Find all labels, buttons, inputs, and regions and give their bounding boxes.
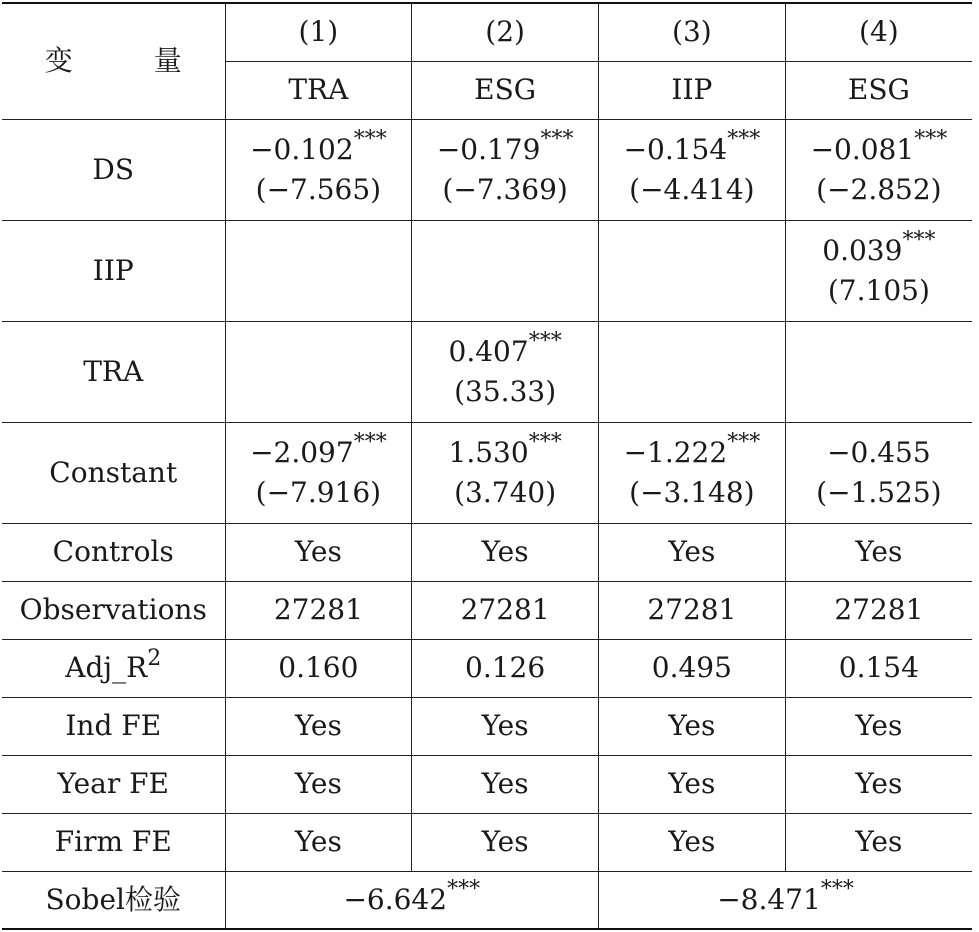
stars: *** <box>820 877 854 903</box>
variable-header <box>2 3 225 119</box>
adj-r2-cell-3: 0.495 <box>599 639 786 697</box>
row-ds <box>2 119 972 220</box>
row-label-iip: IIP <box>2 220 225 321</box>
stars: *** <box>353 127 387 153</box>
year-fe-cell-3: Yes <box>599 755 786 813</box>
stars: *** <box>528 329 562 355</box>
stars: *** <box>902 228 936 254</box>
t-stat: (−7.916) <box>255 475 382 509</box>
iip-cell-4 <box>785 220 972 321</box>
stars: *** <box>727 127 761 153</box>
constant-cell-3 <box>599 422 786 523</box>
row-sobel <box>2 871 972 929</box>
row-observations <box>2 581 972 639</box>
col-number-4: (4) <box>785 3 972 61</box>
row-firm-fe <box>2 813 972 871</box>
row-constant <box>2 422 972 523</box>
row-iip <box>2 220 972 321</box>
coef: −0.179 <box>436 132 541 166</box>
observations-cell-3: 27281 <box>599 581 786 639</box>
observations-cell-2: 27281 <box>412 581 599 639</box>
stars: *** <box>540 127 574 153</box>
adj-r2-cell-2: 0.126 <box>412 639 599 697</box>
sobel-left-value: −6.642 <box>343 882 448 916</box>
observations-cell-4: 27281 <box>785 581 972 639</box>
header-row-numbers <box>2 3 972 61</box>
row-label-firm-fe: Firm FE <box>2 813 225 871</box>
year-fe-cell-2: Yes <box>412 755 599 813</box>
tra-cell-2 <box>412 321 599 422</box>
sobel-cell-right <box>599 871 973 929</box>
controls-cell-1: Yes <box>225 523 412 581</box>
row-tra <box>2 321 972 422</box>
sobel-right-value: −8.471 <box>717 882 821 916</box>
stars: *** <box>447 877 481 903</box>
t-stat: (7.105) <box>827 273 930 307</box>
t-stat: (−4.414) <box>629 172 755 206</box>
row-year-fe <box>2 755 972 813</box>
col-number-2: (2) <box>412 3 599 61</box>
iip-cell-1 <box>225 220 412 321</box>
regression-table <box>2 2 972 930</box>
iip-cell-3 <box>599 220 786 321</box>
coef: −1.222 <box>623 435 728 469</box>
ds-cell-1 <box>225 119 412 220</box>
col-number-3: (3) <box>599 3 786 61</box>
coef: −0.154 <box>623 132 728 166</box>
row-controls <box>2 523 972 581</box>
t-stat: (−2.852) <box>816 172 942 206</box>
row-label-sobel: Sobel检验 <box>2 871 225 929</box>
coef: −0.102 <box>250 132 354 166</box>
t-stat: (−3.148) <box>629 475 755 509</box>
adj-r2-cell-1: 0.160 <box>225 639 412 697</box>
stars: *** <box>914 127 948 153</box>
row-label-ind-fe: Ind FE <box>2 697 225 755</box>
iip-cell-2 <box>412 220 599 321</box>
coef: 1.530 <box>448 435 529 469</box>
observations-cell-1: 27281 <box>225 581 412 639</box>
variable-header-label: 变 量 <box>44 44 218 78</box>
coef: 0.407 <box>448 334 529 368</box>
adj-r-label: Adj_R <box>65 651 148 684</box>
ind-fe-cell-1: Yes <box>225 697 412 755</box>
row-label-ds: DS <box>2 119 225 220</box>
adj-r-exponent: 2 <box>147 645 162 671</box>
adj-r2-cell-4: 0.154 <box>785 639 972 697</box>
ind-fe-cell-3: Yes <box>599 697 786 755</box>
year-fe-cell-4: Yes <box>785 755 972 813</box>
stars: *** <box>528 430 562 456</box>
ds-cell-2 <box>412 119 599 220</box>
ind-fe-cell-2: Yes <box>412 697 599 755</box>
row-label-controls: Controls <box>2 523 225 581</box>
t-stat: (35.33) <box>454 374 557 408</box>
ds-cell-3 <box>599 119 786 220</box>
row-ind-fe <box>2 697 972 755</box>
tra-cell-4 <box>785 321 972 422</box>
controls-cell-4: Yes <box>785 523 972 581</box>
t-stat: (−7.565) <box>255 172 382 206</box>
row-label-adj-r2 <box>2 639 225 697</box>
ind-fe-cell-4: Yes <box>785 697 972 755</box>
row-adj-r2 <box>2 639 972 697</box>
row-label-year-fe: Year FE <box>2 755 225 813</box>
col-depvar-3: IIP <box>599 61 786 119</box>
firm-fe-cell-4: Yes <box>785 813 972 871</box>
coef: −0.455 <box>827 435 931 469</box>
sobel-cell-left <box>225 871 599 929</box>
controls-cell-3: Yes <box>599 523 786 581</box>
t-stat: (−7.369) <box>442 172 568 206</box>
tra-cell-3 <box>599 321 786 422</box>
constant-cell-2 <box>412 422 599 523</box>
constant-cell-1 <box>225 422 412 523</box>
constant-cell-4 <box>785 422 972 523</box>
coef: 0.039 <box>822 233 903 267</box>
row-label-constant: Constant <box>2 422 225 523</box>
firm-fe-cell-1: Yes <box>225 813 412 871</box>
controls-cell-2: Yes <box>412 523 599 581</box>
col-number-1: (1) <box>225 3 412 61</box>
t-stat: (−1.525) <box>816 475 942 509</box>
col-depvar-4: ESG <box>785 61 972 119</box>
stars: *** <box>727 430 761 456</box>
tra-cell-1 <box>225 321 412 422</box>
row-label-tra: TRA <box>2 321 225 422</box>
coef: −2.097 <box>250 435 354 469</box>
stars: *** <box>353 430 387 456</box>
col-depvar-1: TRA <box>225 61 412 119</box>
coef: −0.081 <box>810 132 915 166</box>
firm-fe-cell-3: Yes <box>599 813 786 871</box>
firm-fe-cell-2: Yes <box>412 813 599 871</box>
t-stat: (3.740) <box>454 475 557 509</box>
year-fe-cell-1: Yes <box>225 755 412 813</box>
col-depvar-2: ESG <box>412 61 599 119</box>
ds-cell-4 <box>785 119 972 220</box>
row-label-observations: Observations <box>2 581 225 639</box>
